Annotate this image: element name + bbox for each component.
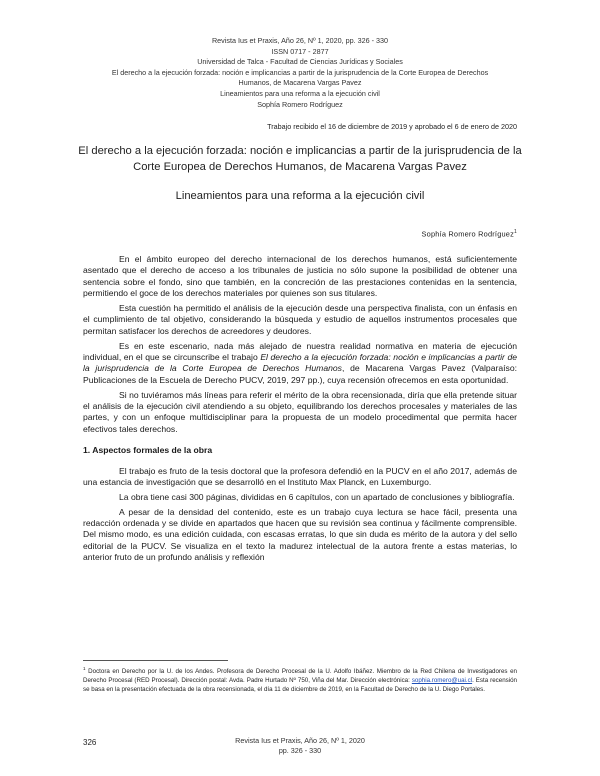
footnote: [83, 664, 517, 695]
paragraph-4: Si no tuviéramos más líneas para referir el mérito de la obra recensionada, diría que ella pretende situar el análisis de la ejecución civil atendiendo a su objeto, equilibrando los derechos procesales y materiales de las partes, y con un enfoque multidisciplinar para la propuesta de un modelo procedimental que permita hacer efectivos tales derechos.: [83, 389, 517, 434]
article-title: El derecho a la ejecución forzada: noción e implicancias a partir de la jurisprudencia de la Corte Europea de Derechos Humanos, de Macarena Vargas Pavez: [78, 145, 522, 173]
footnote-text-2: . Esta recensión se basa en la presentación efectuada de la obra recensionada, el día 11 de diciembre de 2019, en la Facultad de Derecho de la U. Diego Portales.: [83, 677, 518, 694]
paragraph-2: Esta cuestión ha permitido el análisis de la ejecución desde una perspectiva finalista, con un énfasis en el cumplimiento de tal objetivo, considerando la búsqueda y estudio de aquellos instrumentos procesales que permitan satisfacer los derechos de acreedores y deudores.: [83, 303, 517, 336]
footnote-mark: 1: [83, 666, 86, 671]
paragraph-1: En el ámbito europeo del derecho internacional de los derechos humanos, está suficientemente asentado que el derecho de acceso a los tribunales de justicia no sólo supone la posibilidad de obtener una sentencia sobre el fondo, sino que también, en la concreción de las prestaciones contenidas en la sentencia, permitiendo el goce de los derechos materiales por quienes son sus titulares.: [83, 254, 517, 299]
author-name: Sophía Romero Rodríguez: [421, 229, 515, 239]
section-paragraph-2: La obra tiene casi 300 páginas, divididas en 6 capítulos, con un apartado de conclusiones y bibliografía.: [119, 491, 515, 502]
header-issn: ISSN 0717 - 2877: [271, 46, 329, 56]
header-journal: Revista Ius et Praxis, Año 26, Nº 1, 2020, pp. 326 - 330: [211, 36, 389, 45]
header-author-line: Sophía Romero Rodríguez: [257, 99, 343, 109]
author-footnote-mark[interactable]: 1: [514, 229, 517, 235]
section-paragraph-1: El trabajo es fruto de la tesis doctoral que la profesora defendió en la PUCV en el año 2017, además de una estancia de investigación que se desarrolló en el Instituto Max Planck, en Luxemburgo.: [83, 465, 517, 488]
running-header: [0, 36, 600, 110]
paragraph-3-before: Es en este escenario, nada más alejado de nuestra realidad normativa en materia de ejecución individual, en el que se circunscribe el trabajo: [83, 340, 517, 362]
page-footer: [0, 736, 600, 756]
header-institution: Universidad de Talca - Facultad de Ciencias Jurídicas y Sociales: [197, 57, 403, 67]
page-number: 326: [83, 738, 97, 747]
footer-journal: Revista Ius et Praxis, Año 26, Nº 1, 2020: [235, 736, 365, 745]
article-subtitle: Lineamientos para una reforma a la ejecución civil: [175, 190, 425, 202]
body-text: [83, 254, 517, 567]
footnote-text-1: Doctora en Derecho por la U. de los Andes. Profesora de Derecho Procesal de la U. Adolfo Ibáñez. Miembro de la Red Chilena de Investigadores en Derecho Procesal (RED Procesal). Dirección postal: Avda. Padre Hurtado Nº 750, Viña del Mar. Dirección electrónica:: [83, 668, 517, 685]
header-article-line-1: El derecho a la ejecución forzada: noción e implicancias a partir de la jurisprudencia de la Corte Europea de Derechos: [111, 67, 489, 77]
paragraph-3: [83, 341, 517, 387]
author-byline: [422, 229, 518, 238]
header-section-line: Lineamientos para una reforma a la ejecución civil: [220, 88, 380, 98]
book-title: El derecho a la ejecución forzada: noción e implicancias a partir de la jurisprudencia de la Corte Europea de Derechos Humanos: [83, 352, 517, 374]
author-email-link[interactable]: sophia.romero@uai.cl: [411, 677, 473, 685]
footer-pages: pp. 326 - 330: [278, 745, 322, 755]
received-date: Trabajo recibido el 16 de diciembre de 2019 y aprobado el 6 de enero de 2020: [267, 122, 517, 131]
section-paragraph-3: A pesar de la densidad del contenido, este es un trabajo cuya lectura se hace fácil, presenta una redacción ordenada y se divide en apartados que hacen que su revisión sea continua y fácilmente comprensible. Del mismo modo, es una edición cuidada, con escasas erratas, lo que sin duda es mérito de la autora y del sello editorial de la PUCV. Se visualiza en el texto la madurez intelectual de la autora frente a estas materias, lo anterior fruto de un profundo análisis y reflexión: [83, 506, 517, 563]
header-article-line-2: Humanos, de Macarena Vargas Pavez: [238, 78, 362, 88]
paragraph-3-after: , de Macarena Vargas Pavez (Valparaíso: Publicaciones de la Escuela de Derecho PUCV, 2019, 297 pp.), cuya recensión ofrecemos en esta oportunidad.: [83, 363, 517, 385]
section-heading: 1. Aspectos formales de la obra: [83, 445, 213, 456]
footnote-divider: [83, 660, 228, 661]
